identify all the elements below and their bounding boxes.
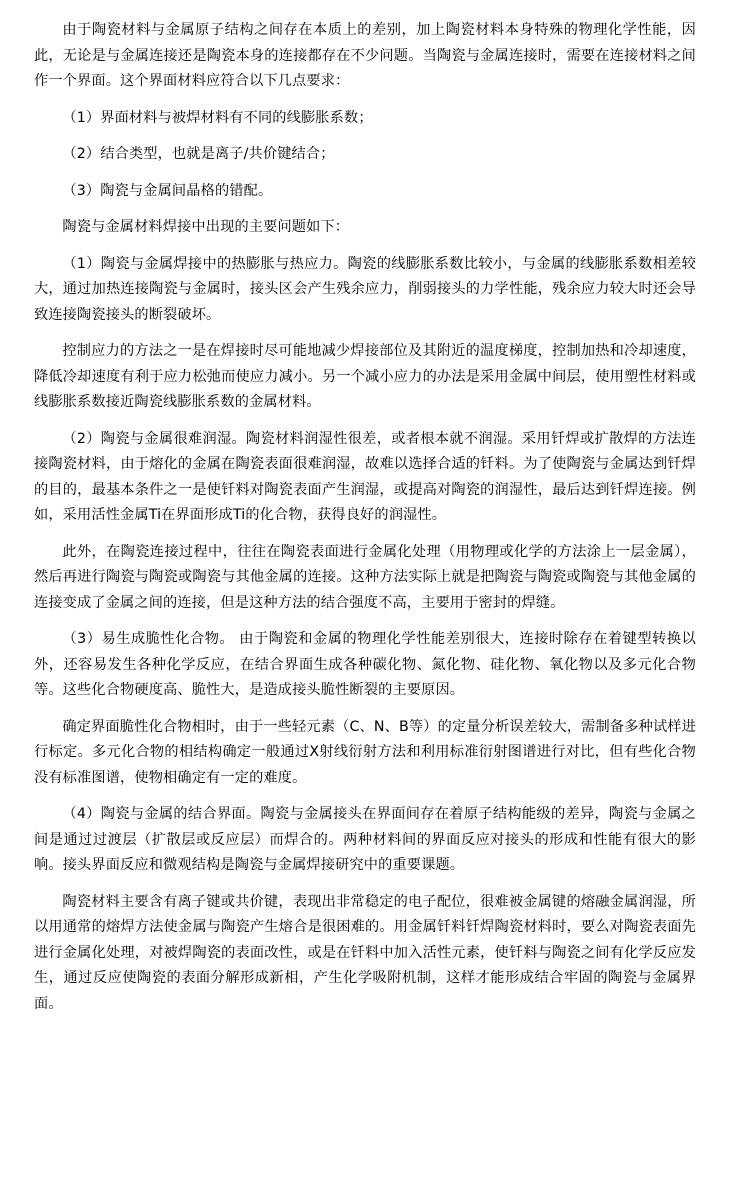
paragraph-phase-identification: 确定界面脆性化合物相时，由于一些轻元素（C、N、B等）的定量分析误差较大，需制备多种试样进行标定。多元化合物的相结构确定一般通过X射线衍射方法和利用标准衍射图谱进行对比，但有些化合物没有标准图谱，使物相确定有一定的难度。 <box>34 718 696 786</box>
paragraph-problem-4: （4）陶瓷与金属的结合界面。陶瓷与金属接头在界面间存在着原子结构能级的差异，陶瓷与金属之间是通过过渡层（扩散层或反应层）而焊合的。两种材料间的界面反应对接头的形成和性能有很大的影响。接头界面反应和微观结构是陶瓷与金属焊接研究中的重要课题。 <box>34 806 696 873</box>
paragraph-intro: 由于陶瓷材料与金属原子结构之间存在本质上的差别，加上陶瓷材料本身特殊的物理化学性能，因此，无论是与金属连接还是陶瓷本身的连接都存在不少问题。当陶瓷与金属连接时，需要在连接材料之间作一个界面。这个界面材料应符合以下几点要求： <box>34 22 696 89</box>
paragraph-requirement-1: （1）界面材料与被焊材料有不同的线膨胀系数； <box>62 109 373 126</box>
paragraph-metallization: 此外，在陶瓷连接过程中，往往在陶瓷表面进行金属化处理（用物理或化学的方法涂上一层金属），然后再进行陶瓷与陶瓷或陶瓷与其他金属的连接。这种方法实际上就是把陶瓷与陶瓷或陶瓷与其他金属的连接变成了金属之间的连接，但是这种方法的结合强度不高，主要用于密封的焊缝。 <box>34 543 696 611</box>
paragraph-problem-1: （1）陶瓷与金属焊接中的热膨胀与热应力。陶瓷的线膨胀系数比较小，与金属的线膨胀系数相差较大，通过加热连接陶瓷与金属时，接头区会产生残余应力，削弱接头的力学性能，残余应力较大时还会导致连接陶瓷接头的断裂破坏。 <box>34 255 696 323</box>
paragraph-requirement-3: （3）陶瓷与金属间晶格的错配。 <box>62 182 273 199</box>
paragraph-stress-control: 控制应力的方法之一是在焊接时尽可能地减少焊接部位及其附近的温度梯度，控制加热和冷却速度，降低冷却速度有利于应力松弛而使应力减小。另一个减小应力的办法是采用金属中间层，使用塑性材料或线膨胀系数接近陶瓷线膨胀系数的金属材料。 <box>34 343 696 410</box>
paragraph-problem-3: （3）易生成脆性化合物。 由于陶瓷和金属的物理化学性能差别很大，连接时除存在着键型转换以外，还容易发生各种化学反应，在结合界面生成各种碳化物、氮化物、硅化物、氧化物以及多元化合物等。这些化合物硬度高、脆性大，是造成接头脆性断裂的主要原因。 <box>34 631 696 698</box>
paragraph-requirement-2: （2）结合类型，也就是离子/共价键结合； <box>62 146 335 162</box>
paragraph-conclusion: 陶瓷材料主要含有离子键或共价键，表现出非常稳定的电子配位，很难被金属键的熔融金属润湿，所以用通常的熔焊方法使金属与陶瓷产生熔合是很困难的。用金属钎料钎焊陶瓷材料时，要么对陶瓷表面先进行金属化处理，对被焊陶瓷的表面改性，或是在钎料中加入活性元素，使钎料与陶瓷之间有化学反应发生，通过反应使陶瓷的表面分解形成新相，产生化学吸附机制，这样才能形成结合牢固的陶瓷与金属界面。 <box>34 893 696 1012</box>
paragraph-problems-heading: 陶瓷与金属材料焊接中出现的主要问题如下： <box>62 219 350 235</box>
paragraph-problem-2: （2）陶瓷与金属很难润湿。陶瓷材料润湿性很差，或者根本就不润湿。采用钎焊或扩散焊的方法连接陶瓷材料，由于熔化的金属在陶瓷表面很难润湿，故难以选择合适的钎料。为了使陶瓷与金属达到钎焊的目的，最基本条件之一是使钎料对陶瓷表面产生润湿，或提高对陶瓷的润湿性，最后达到钎焊连接。例如，采用活性金属Ti在界面形成Ti的化合物，获得良好的润湿性。 <box>34 430 696 523</box>
